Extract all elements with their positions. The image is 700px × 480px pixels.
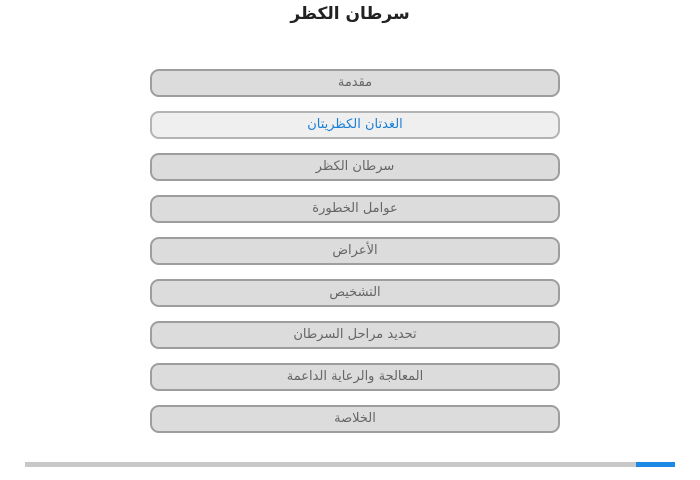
menu-item-treatment[interactable]: المعالجة والرعاية الداعمة <box>150 363 560 391</box>
menu-item-risk-factors[interactable]: عوامل الخطورة <box>150 195 560 223</box>
menu-item-adrenal-cancer[interactable]: سرطان الكظر <box>150 153 560 181</box>
menu-item-adrenal-glands[interactable]: الغدتان الكظريتان <box>150 111 560 139</box>
menu-item-introduction[interactable]: مقدمة <box>150 69 560 97</box>
chapter-menu <box>150 69 560 447</box>
progress-bar-fill <box>636 462 675 467</box>
menu-item-summary[interactable]: الخلاصة <box>150 405 560 433</box>
progress-bar <box>25 462 675 467</box>
menu-item-symptoms[interactable]: الأعراض <box>150 237 560 265</box>
page-title: سرطان الكظر <box>290 4 410 24</box>
menu-item-diagnosis[interactable]: التشخيص <box>150 279 560 307</box>
menu-item-staging[interactable]: تحديد مراحل السرطان <box>150 321 560 349</box>
